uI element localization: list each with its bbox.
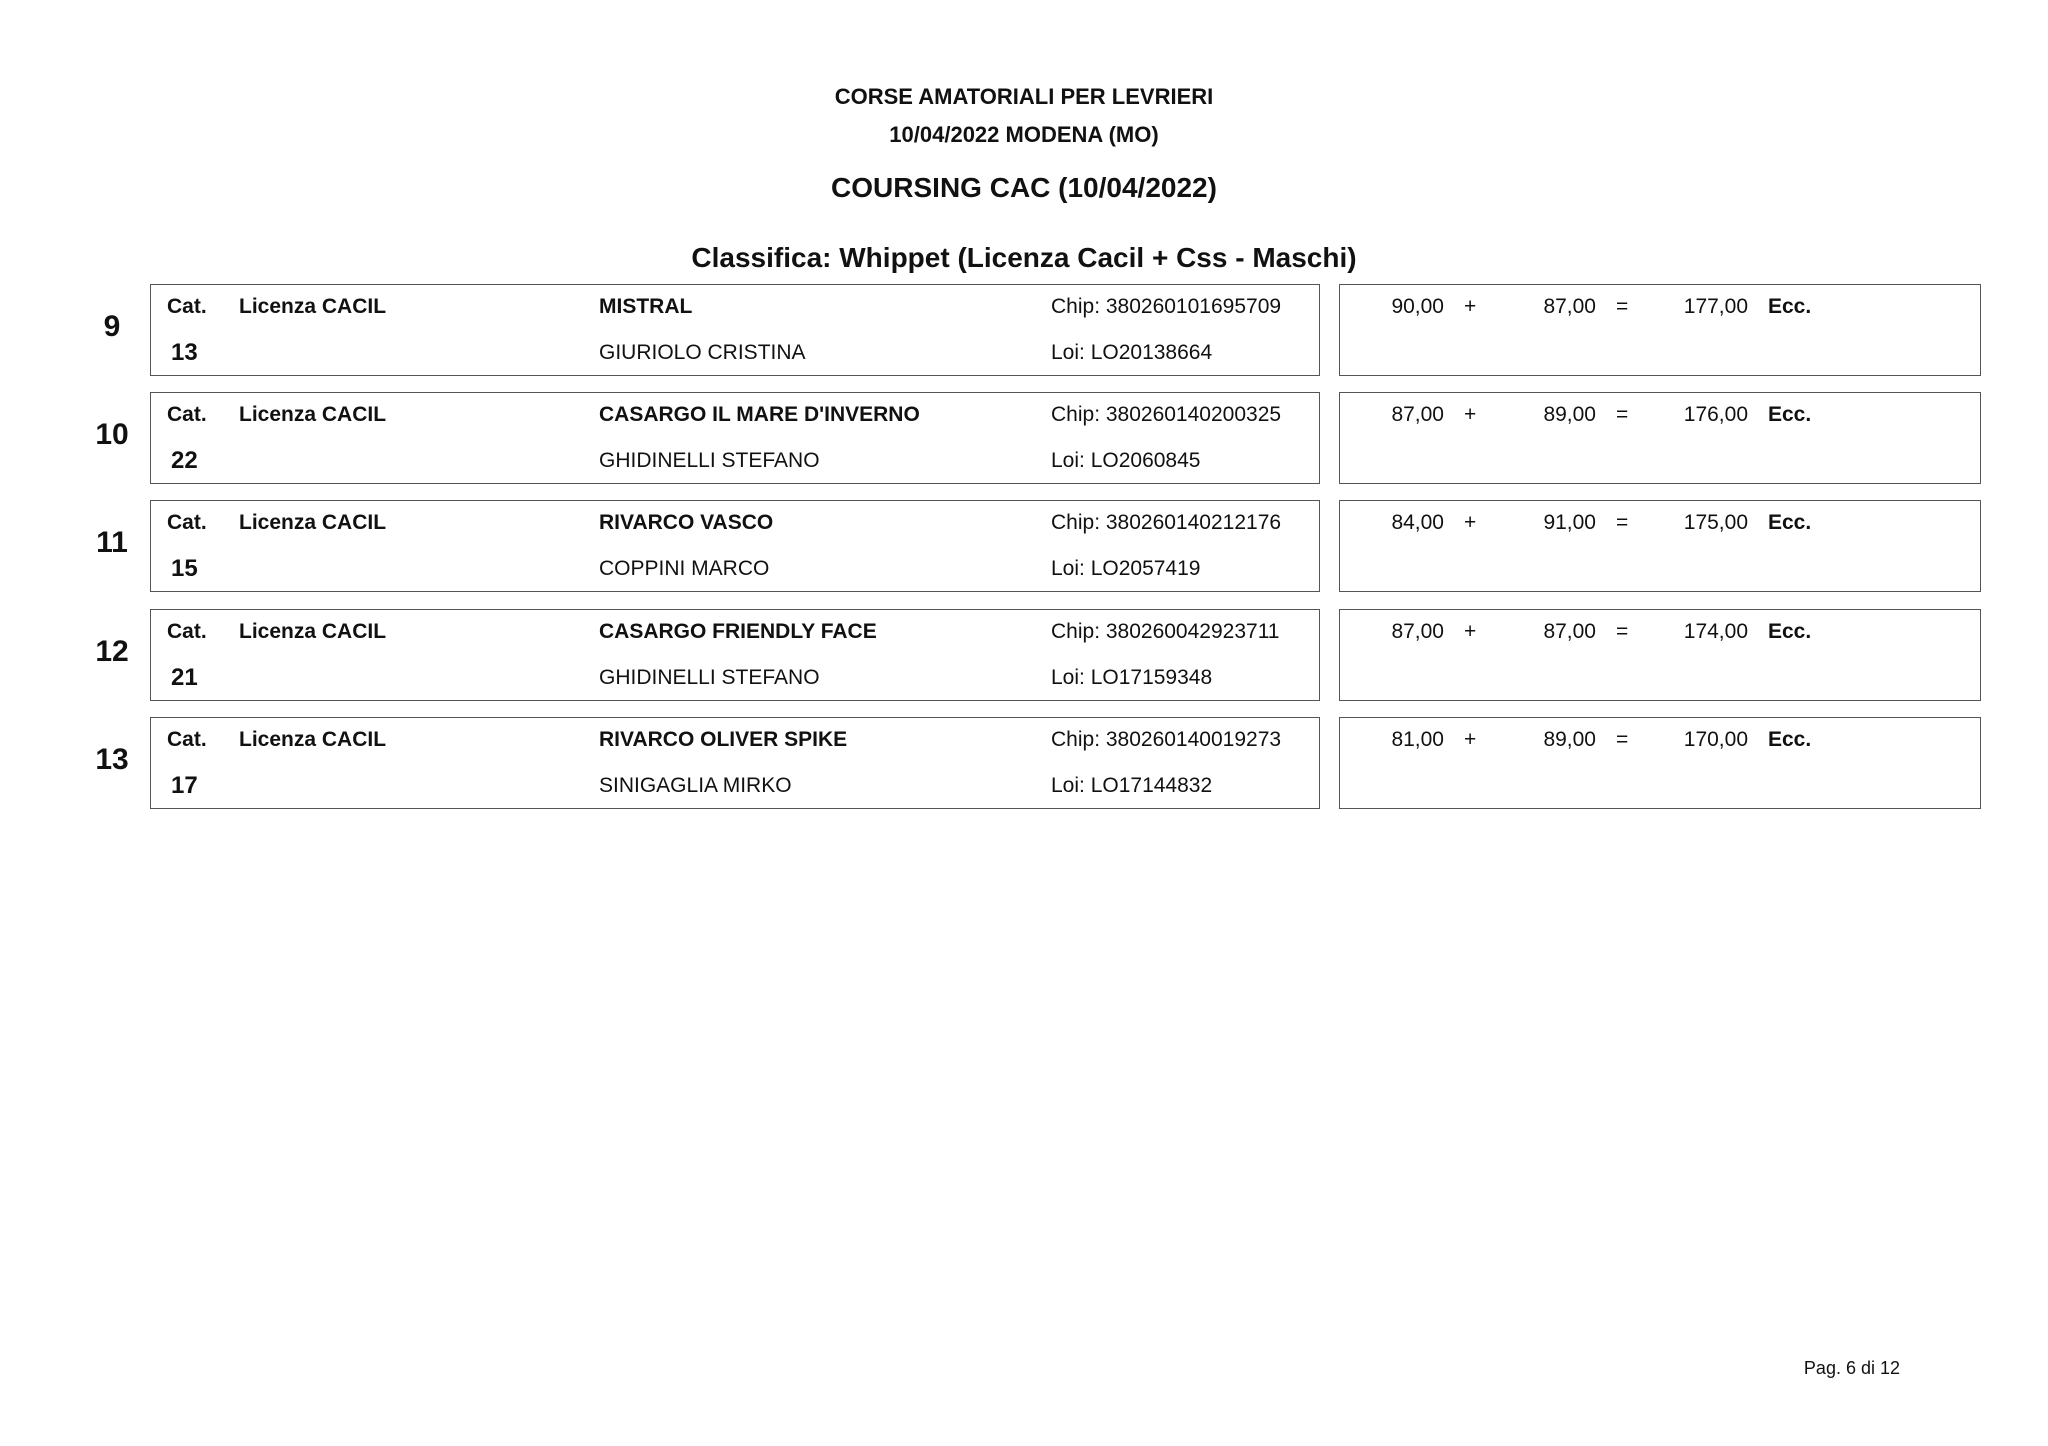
cat-label: Cat. — [167, 511, 207, 534]
cat-label: Cat. — [167, 403, 207, 426]
plus-sign: + — [1464, 728, 1477, 751]
owner-name: COPPINI MARCO — [599, 557, 770, 580]
dog-info-box — [150, 500, 1320, 592]
dog-name: CASARGO IL MARE D'INVERNO — [599, 403, 920, 426]
owner-name: SINIGAGLIA MIRKO — [599, 774, 792, 797]
score-first: 87,00 — [1391, 620, 1444, 643]
license-label: Licenza CACIL — [239, 511, 387, 534]
plus-sign: + — [1464, 511, 1477, 534]
cat-number: 13 — [171, 339, 198, 366]
classification-title: Classifica: Whippet (Licenza Cacil + Css - Maschi) — [691, 242, 1357, 273]
rank-number: 9 — [103, 310, 121, 343]
equals-sign: = — [1616, 295, 1629, 318]
score-first: 81,00 — [1391, 728, 1444, 751]
score-box — [1339, 392, 1981, 484]
plus-sign: + — [1464, 620, 1477, 643]
score-second: 87,00 — [1543, 620, 1596, 643]
ranking-entry — [0, 392, 2048, 486]
grade: Ecc. — [1768, 403, 1812, 426]
equals-sign: = — [1616, 728, 1629, 751]
loi-number: Loi: LO17159348 — [1051, 666, 1213, 689]
cat-number: 15 — [171, 555, 198, 582]
score-total: 174,00 — [1683, 620, 1748, 643]
page-number: Pag. 6 di 12 — [1803, 1358, 1900, 1378]
grade: Ecc. — [1768, 295, 1812, 318]
equals-sign: = — [1616, 511, 1629, 534]
loi-number: Loi: LO17144832 — [1051, 774, 1213, 797]
dog-info-box — [150, 284, 1320, 376]
ranking-entry — [0, 284, 2048, 378]
score-second: 87,00 — [1543, 295, 1596, 318]
chip-number: Chip: 380260140019273 — [1051, 728, 1282, 751]
chip-number: Chip: 380260140212176 — [1051, 511, 1282, 534]
owner-name: GIURIOLO CRISTINA — [599, 341, 806, 364]
owner-name: GHIDINELLI STEFANO — [599, 666, 820, 689]
chip-number: Chip: 380260101695709 — [1051, 295, 1282, 318]
score-second: 91,00 — [1543, 511, 1596, 534]
score-first: 87,00 — [1391, 403, 1444, 426]
ranking-entry — [0, 609, 2048, 703]
plus-sign: + — [1464, 295, 1477, 318]
score-first: 84,00 — [1391, 511, 1444, 534]
cat-label: Cat. — [167, 620, 207, 643]
score-second: 89,00 — [1543, 403, 1596, 426]
license-label: Licenza CACIL — [239, 728, 387, 751]
dog-info-box — [150, 392, 1320, 484]
score-box — [1339, 717, 1981, 809]
cat-number: 17 — [171, 772, 198, 799]
grade: Ecc. — [1768, 620, 1812, 643]
rank-number: 12 — [95, 635, 129, 668]
rank-number: 13 — [95, 743, 129, 776]
dog-info-box — [150, 609, 1320, 701]
loi-number: Loi: LO2060845 — [1051, 449, 1201, 472]
plus-sign: + — [1464, 403, 1477, 426]
chip-number: Chip: 380260042923711 — [1051, 620, 1280, 643]
score-total: 177,00 — [1683, 295, 1748, 318]
cat-number: 22 — [171, 447, 198, 474]
loi-number: Loi: LO2057419 — [1051, 557, 1201, 580]
license-label: Licenza CACIL — [239, 403, 387, 426]
score-box — [1339, 609, 1981, 701]
rank-number: 11 — [96, 526, 128, 559]
grade: Ecc. — [1768, 728, 1812, 751]
equals-sign: = — [1616, 620, 1629, 643]
owner-name: GHIDINELLI STEFANO — [599, 449, 820, 472]
score-box — [1339, 284, 1981, 376]
equals-sign: = — [1616, 403, 1629, 426]
organization-title: CORSE AMATORIALI PER LEVRIERI — [834, 84, 1214, 109]
score-total: 175,00 — [1683, 511, 1748, 534]
score-total: 170,00 — [1683, 728, 1748, 751]
rank-number: 10 — [95, 418, 129, 451]
dog-info-box — [150, 717, 1320, 809]
score-box — [1339, 500, 1981, 592]
cat-number: 21 — [171, 664, 198, 691]
ranking-entry — [0, 500, 2048, 594]
dog-name: RIVARCO OLIVER SPIKE — [599, 728, 848, 751]
score-second: 89,00 — [1543, 728, 1596, 751]
grade: Ecc. — [1768, 511, 1812, 534]
chip-number: Chip: 380260140200325 — [1051, 403, 1282, 426]
cat-label: Cat. — [167, 728, 207, 751]
score-first: 90,00 — [1391, 295, 1444, 318]
dog-name: MISTRAL — [599, 295, 693, 318]
license-label: Licenza CACIL — [239, 620, 387, 643]
license-label: Licenza CACIL — [239, 295, 387, 318]
event-title: COURSING CAC (10/04/2022) — [831, 172, 1217, 203]
event-date-location: 10/04/2022 MODENA (MO) — [889, 122, 1159, 147]
dog-name: RIVARCO VASCO — [599, 511, 774, 534]
dog-name: CASARGO FRIENDLY FACE — [599, 620, 877, 643]
score-total: 176,00 — [1683, 403, 1748, 426]
loi-number: Loi: LO20138664 — [1051, 341, 1213, 364]
cat-label: Cat. — [167, 295, 207, 318]
ranking-entry — [0, 717, 2048, 811]
